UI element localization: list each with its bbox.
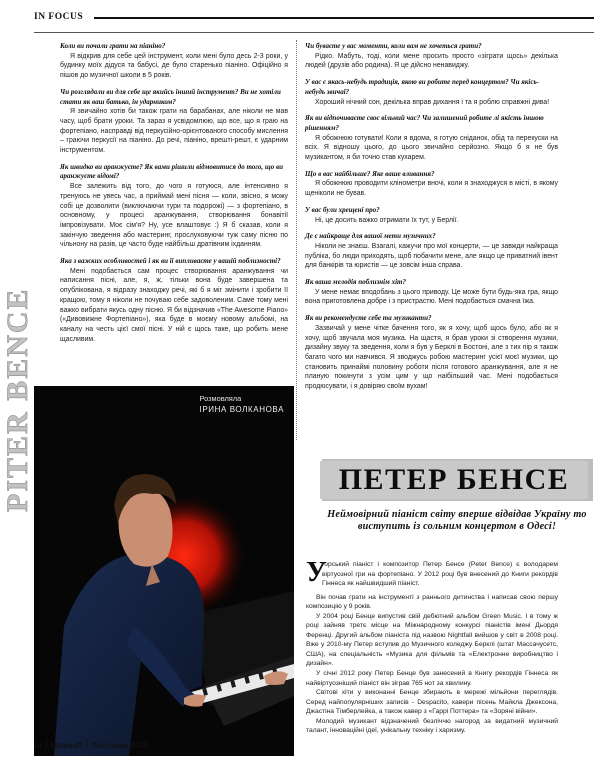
header-rule [94,17,594,19]
answer: У мене немає вподобань з цього приводу. Це може бути будь-яка гра, якщо вона приготовлена добре і з пристрастю. Мені подобається смачна їжа. [305,288,558,306]
qa-item [305,206,558,225]
section-label: IN FOCUS [34,12,84,22]
credit-name: ІРИНА ВОЛКАНОВА [199,405,284,414]
pianist-photo [34,386,294,756]
question: Яка з важких особливостей і як ви її випливаєте у вашій поблизності? [60,257,281,266]
body-paragraph: Молодий музикант відзначений безліччю нагород за видатний музичний талант, інноваційні ідеї, унікальну техніку і харизму. [306,717,558,735]
article-subtitle: Неймовірний піаніст світу вперше відвідав Україну то виступить із сольним концертом в Одесі! [327,509,587,533]
body-paragraph: Світові хіти у виконанні Бенце збирають в мережі мільйони переглядів. Серед найпопулярніших записів - Despacito, кавери пісень Майкла Джексона, Джастіна Тімберлейка, а також кавер з «Гаррі Поттера» та «Зоряні війни». [306,689,558,716]
question: Що в вас найбільше? Яке ваше вливання? [305,169,435,178]
question: Де є найкраще для вашої мети музичних? [305,232,436,241]
qa-item [305,170,558,199]
answer: Мені подобається сам процес створювання аранжування чи написання пісні, але, я, ж, тільки вона буде завершена та опублікована, я відразу знаходжу речі, які б я міг змінити і зробити її кращою, тому я ніколи не почуваю себе задоволеним. Саме тому мені важко вибрати якусь одну пісню. Я би відзначив «The Awesome Piano» («Дивовижне Фортепіано»), яка буде в моєму новому альбомі, на каналу на честь цієї смої пісні. У ній є щось таке, що робить мене щасливим. [60,267,288,343]
title-band [320,461,588,499]
answer: Я обожнюю проводити клінометри вночі, коли я знаходжуся в місті, в якому щеніколи не бував. [305,180,558,198]
answer: Ні, це досить важко отримати їх тут, у Берлії. [315,216,459,224]
qa-item [60,257,288,344]
qa-item [305,78,558,107]
question: Коли ви почали грати на піаніно? [60,42,166,50]
question: Як ви рекомендуєте себе та музиканти? [305,314,432,323]
question: Чи буваєте у вас моменти, коли вам не хочеться грати? [305,42,482,50]
question: Як ваша мелодія поблизнім хіт? [305,278,406,287]
answer: Рідко. Мабуть, тоді, коли мене просить просто «зіграти щось» декілька людей (друзів або родина). Я це дійсно ненавиджу. [305,52,558,70]
qa-item [305,314,558,392]
footer-separator [46,740,47,749]
article-title: ПЕТЕР БЕНСЕ [338,463,570,496]
interview-right-column [305,42,558,399]
question: У вас є якась-небудь традиція, якою ви робите перед концертом? Чи якісь-небудь звичаї? [305,78,539,96]
answer: Я звичайно хотів би також грати на барабанах, але ніколи не мав часу, щоб брати уроки. Та зараз я усвідомлюю, що все, що я граю на фортепіано, насправді від перкусійно-орієнтованого способу мислення – граючи перкусії на піаніно. До речі, піаніно, врешті-решт, є ударним інструментом. [60,108,288,155]
credit-role: Розмовляла [199,394,242,403]
question: Як швидко ви аранжуєте? Як вами рішили відмовитися до того, що ви аранжуєте відомі? [60,162,283,181]
lead-paragraph: горський піаніст і композитор Петер Бенсе (Peter Bence) є володарем віртуозної гри на фортепіано. У 2012 році був внесений до Книги рекордів Гіннеса як найшвидший піаніст. [322,561,558,588]
answer: Хороший нічний сон, декілька вправ дихання і та я роблю справжні дива! [315,98,550,106]
answer: Ніколи не знаєш. Взагалі, кажучи про мої концерти, — це завжди найкраща публіка, бо люди приходять, щоб побачити мене, але якщо це приватний івент для банкірів та юристів — це зовсім інша справа. [305,242,558,270]
page-header [34,10,594,26]
qa-item [60,42,288,81]
qa-item [305,42,558,71]
answer: Зазвичай у мене чітке бачення того, як я хочу, щоб щось було, або як я хочу, щоб звучала моя музика. На щастя, я брав уроки зі створення музики, дизайну звуку та зведення, коли я був у Берклі в Бостоні, але з тих пір я також багато чого ми навчився. Я зводжусь робою мастеринг усієї моєї музики, що становить принаймі половину роботи після готового аранжування, але я не планую покинути з усім цим у що наібільший час. Мені подобається продюсувати, і я довіряю своїм вухам! [305,324,558,391]
photo-credit [200,394,285,414]
column-divider [296,40,297,440]
drop-cap: У [306,557,327,588]
page-number: 64 [34,741,42,750]
footer-separator [86,740,87,749]
question: Чи розглядали ви для себе ще якийсь інший інструмент? Ви не хотіли стати як ваш батько, ін ударником? [60,87,281,106]
qa-item [305,278,558,307]
qa-item [60,88,288,156]
qa-item [305,232,558,271]
question: Як ви відпочиваєте своє вільний час? Чи залишений робите лі якість іншою рішенням? [305,114,544,132]
body-paragraph: Він почав грати на інструменті з раннього дитинства і написав свою першу композицію у 9 років. [306,593,558,611]
answer: Я відкрив для себе цей інструмент, коли мені було десь 2-3 роки, у будинку моїх дідуся та бабусі, де було старенько піаніно. Офіційно я пішов до музичної школи в 5 років. [60,52,288,80]
header-underline [34,32,594,33]
qa-item [60,163,288,250]
article-body [306,557,558,736]
body-paragraph: У січні 2012 року Петер Бенце був занесений в Книгу рекордів Гіннеса як найвіртуозніший піаніст він зіграв 765 нот за хвилину. [306,670,558,687]
answer: Все залежить від того, до чого я готуюся, але інтенсивно я тренуюсь не увесь час, а приймай мені пісня — коли, звісно, я можу собі це дозволити (виключаючи тури та подорожі) — з фортепіано, в основному, у процесі аранжування, створювання бонавітії імпровізувати. Моє сім'я? Ну, усе влаштовує :) Я б сказав, коли я закінчую зведення або мастеринг, прослуховуючи туж саму пісню по чільнону на разів, це часто буде найбільш дратівним іхданням. [60,183,288,249]
body-paragraph: У 2004 році Бенце випустив свій дебютний альбом Green Music. І в тому ж році зайняв третє місце на Міжнародному конкурсі піаністів імені Дьордя Ференці. Другий альбом піаніста під назвою Nightfall вийшов у світ в 2008 році. Вже у 2010-му Петер вступив до Музичного коледжу Берклі (штат Массачусетс, США), на спеціальність «Музика для фільмів та «Електронне виробництво і дизайн». [306,612,558,668]
page-footer [34,740,148,754]
vertical-name-text: PITER BENCE [1,287,34,512]
magazine-name: Hitamoff [50,741,83,750]
vertical-name-banner [0,250,34,516]
qa-item [305,114,558,163]
question: У вас були хрещені про? [305,205,380,214]
issue-date: Листопад 2018 [91,741,149,750]
interview-left-column [60,42,288,351]
answer: Я обожнюю готувати! Коли я вдома, я готую сніданок, обід та перекуски на всіх. Я відношу цього, до цього звичайно серйозно. Якщо б я не був музикантом, я би точно став кухарем. [305,134,558,162]
